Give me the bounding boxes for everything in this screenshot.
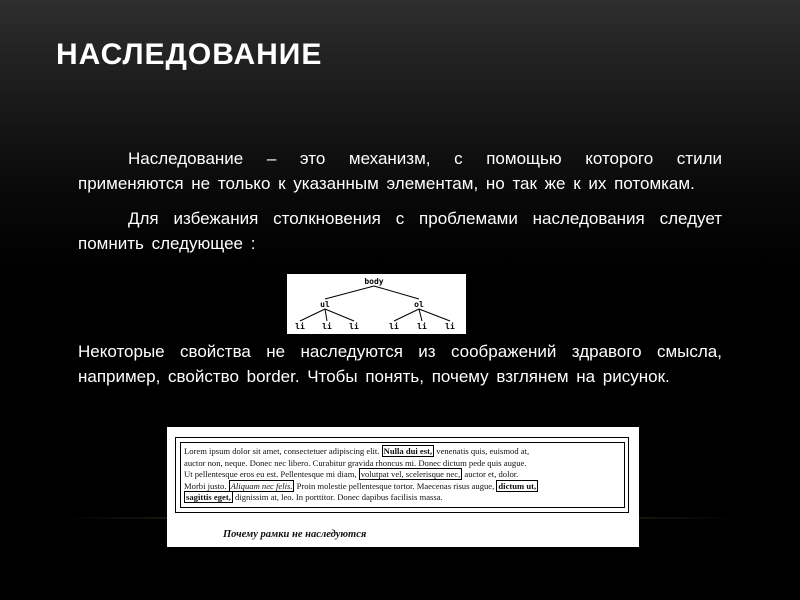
figure-line: Ut pellentesque eros eu est. Pellentesque mi diam, volutpat vel, scelerisque nec, auctor et, dolor. (184, 469, 519, 479)
border-inheritance-figure (167, 427, 639, 547)
figure-line: Lorem ipsum dolor sit amet, consectetuer adipiscing elit. Nulla dui est, venenatis quis, euismod at, (184, 446, 530, 456)
figure-caption: Почему рамки не наследуются (223, 529, 367, 540)
boxed-span: Aliquam nec felis. (230, 480, 293, 491)
tree-edge (325, 286, 374, 299)
figure-line: sagittis eget, dignissim at, leo. In porttitor. Donec dapibus facilisis massa. (186, 492, 443, 502)
tree-node-li: li (349, 322, 359, 331)
figure-lorem-text (184, 446, 622, 504)
figure-inner-border (180, 442, 625, 508)
slide-title: НАСЛЕДОВАНИЕ (56, 38, 323, 71)
figure-line: Morbi justo. Aliquam nec felis. Proin molestie pellentesque tortor. Maecenas risus augue, dictum ut, (184, 480, 537, 491)
figure-line: auctor non, neque. Donec nec libero. Curabitur gravida rhoncus mi. Donec dictum pede quis augue. (184, 457, 527, 468)
tree-edge (374, 286, 419, 299)
tree-edge (300, 309, 325, 321)
boxed-span: Nulla dui est, (383, 446, 433, 456)
tree-edge (394, 309, 419, 321)
tree-node-li: li (295, 322, 305, 331)
boxed-span: sagittis eget, (186, 492, 231, 502)
inheritance-tree-diagram (287, 274, 466, 334)
figure-outer-border (175, 437, 629, 513)
tree-node-li: li (389, 322, 399, 331)
tree-node-ol: ol (414, 300, 424, 309)
paragraph-definition: Наследование – это механизм, с помощью которого стили применяются не только к указанным элементам, но так же к их потомкам. (78, 149, 722, 193)
tree-edge (325, 309, 327, 321)
paragraph-advice: Для избежания столкновения с проблемами наследования следует помнить следующее : (78, 209, 722, 253)
tree-edge (325, 309, 354, 321)
tree-node-li: li (322, 322, 332, 331)
paragraph-border-note: Некоторые свойства не наследуются из соображений здравого смысла, например, свойство border. Чтобы понять, почему взглянем на рисунок. (78, 342, 722, 386)
boxed-span: dictum ut, (498, 480, 537, 491)
tree-node-li: li (417, 322, 427, 331)
tree-node-root: body (364, 277, 384, 286)
tree-edge (419, 309, 450, 321)
tree-edge (419, 309, 422, 321)
boxed-span: volutpat vel, scelerisque nec, (360, 469, 461, 479)
tree-node-li: li (445, 322, 455, 331)
tree-node-ul: ul (320, 300, 330, 309)
